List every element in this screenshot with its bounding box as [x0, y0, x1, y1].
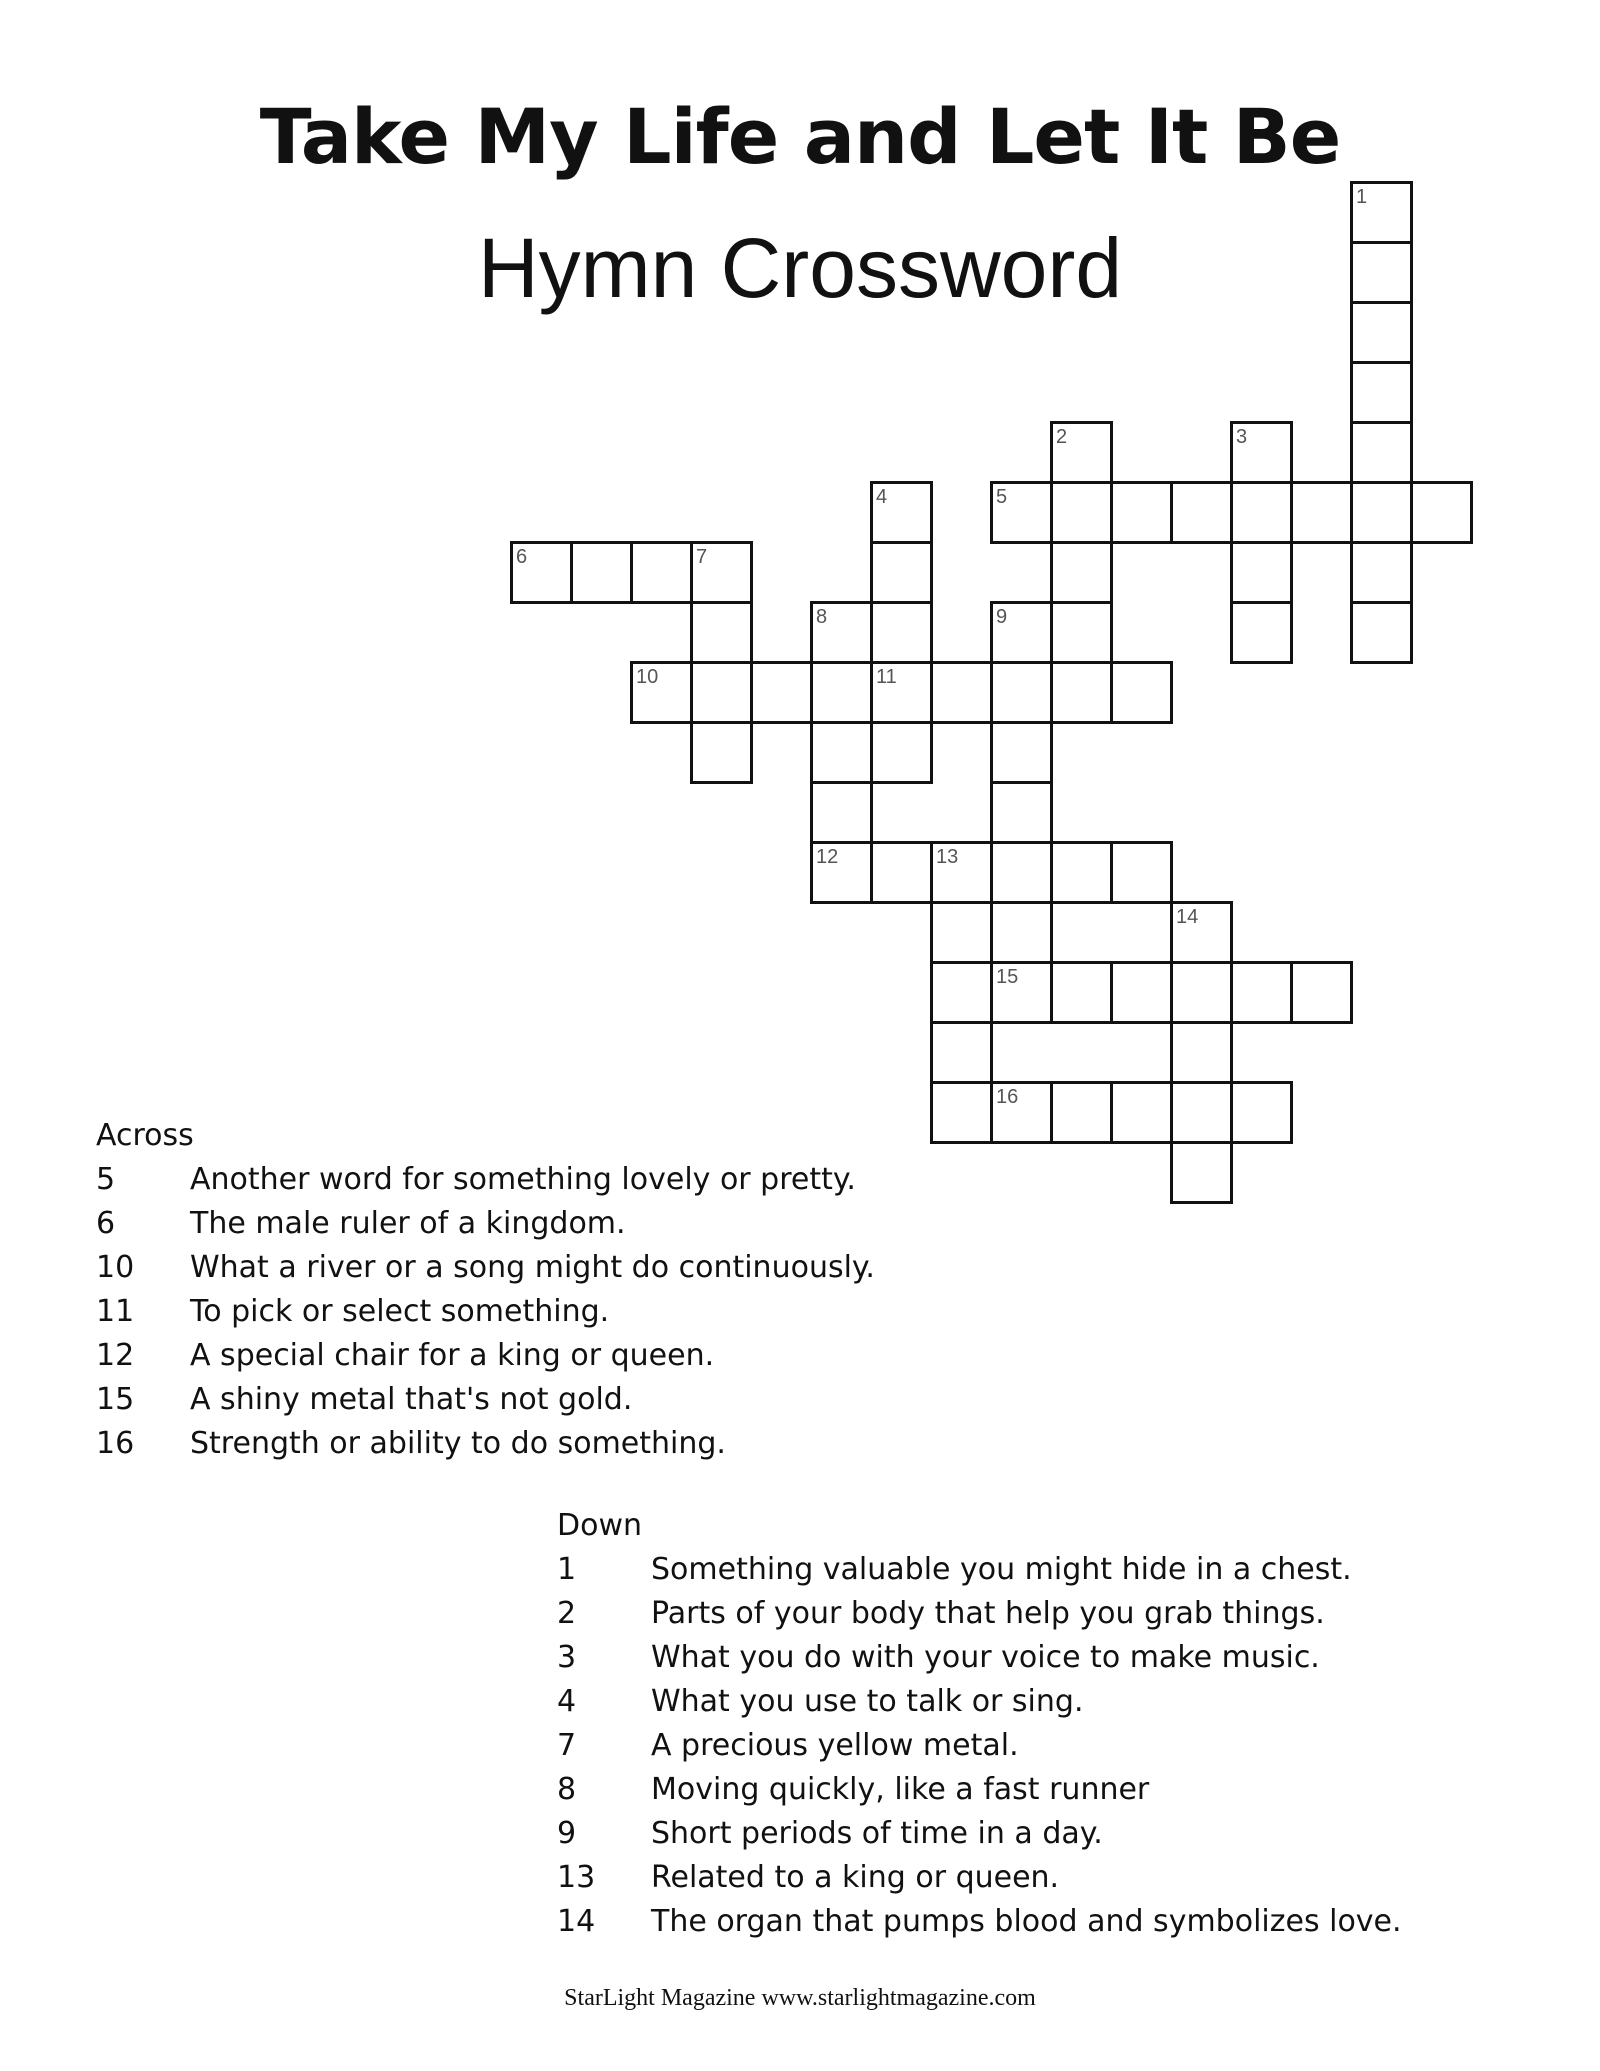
clue-text: To pick or select something. — [190, 1294, 610, 1329]
clue-number: 15 — [996, 966, 1019, 988]
clue-number: 15 — [96, 1382, 135, 1417]
clue-row — [557, 1548, 1402, 1592]
clue-number: 11 — [876, 666, 897, 688]
grid-cell[interactable] — [990, 1081, 1053, 1144]
down-heading: Down — [557, 1508, 643, 1543]
clue-text: Something valuable you might hide in a chest. — [651, 1552, 1352, 1587]
grid-cell[interactable] — [1170, 961, 1233, 1024]
grid-cell[interactable] — [630, 661, 693, 724]
clue-row — [557, 1636, 1402, 1680]
clue-number: 4 — [876, 486, 888, 508]
clue-text: What a river or a song might do continuously. — [190, 1250, 875, 1285]
grid-cell[interactable] — [1110, 841, 1173, 904]
grid-cell[interactable] — [930, 961, 993, 1024]
clue-text: Another word for something lovely or pretty. — [190, 1162, 856, 1197]
clue-text: A precious yellow metal. — [651, 1728, 1019, 1763]
clue-number: 10 — [636, 666, 659, 688]
clue-row — [96, 1422, 875, 1466]
grid-cell[interactable] — [1230, 601, 1293, 664]
grid-cell[interactable] — [690, 541, 753, 604]
clue-number: 16 — [996, 1086, 1019, 1108]
clue-number: 14 — [557, 1904, 596, 1939]
grid-cell[interactable] — [1050, 601, 1113, 664]
grid-cell[interactable] — [1290, 961, 1353, 1024]
clue-number: 6 — [96, 1206, 116, 1241]
grid-cell[interactable] — [1350, 241, 1413, 304]
clue-number: 3 — [557, 1640, 577, 1675]
grid-cell[interactable] — [570, 541, 633, 604]
grid-cell[interactable] — [990, 901, 1053, 964]
grid-cell[interactable] — [810, 661, 873, 724]
grid-cell[interactable] — [1170, 1021, 1233, 1084]
grid-cell[interactable] — [870, 661, 933, 724]
across-clue-list — [96, 1158, 875, 1466]
grid-cell[interactable] — [1110, 961, 1173, 1024]
grid-cell[interactable] — [930, 1021, 993, 1084]
clue-text: Short periods of time in a day. — [651, 1816, 1103, 1851]
clue-number: 2 — [1056, 426, 1068, 448]
page-title: Take My Life and Let It Be — [259, 92, 1341, 181]
grid-cell[interactable] — [1050, 661, 1113, 724]
clue-text: A special chair for a king or queen. — [190, 1338, 715, 1373]
grid-cell[interactable] — [690, 601, 753, 664]
clue-number: 6 — [516, 546, 528, 568]
clue-row — [96, 1290, 875, 1334]
grid-cell[interactable] — [1350, 481, 1413, 544]
clue-number: 13 — [557, 1860, 596, 1895]
clue-number: 4 — [557, 1684, 577, 1719]
grid-cell[interactable] — [1050, 481, 1113, 544]
grid-cell[interactable] — [810, 781, 873, 844]
across-clues — [96, 1114, 875, 1466]
grid-cell[interactable] — [870, 481, 933, 544]
clue-row — [557, 1592, 1402, 1636]
grid-cell[interactable] — [1290, 481, 1353, 544]
clue-text: Strength or ability to do something. — [190, 1426, 726, 1461]
grid-cell[interactable] — [1050, 421, 1113, 484]
grid-cell[interactable] — [1230, 961, 1293, 1024]
clue-text: Related to a king or queen. — [651, 1860, 1060, 1895]
grid-cell[interactable] — [870, 601, 933, 664]
clue-text: Moving quickly, like a fast runner — [651, 1772, 1150, 1807]
grid-cell[interactable] — [1410, 481, 1473, 544]
grid-cell[interactable] — [870, 841, 933, 904]
grid-cell[interactable] — [1350, 361, 1413, 424]
grid-cell[interactable] — [1170, 481, 1233, 544]
grid-cell[interactable] — [1350, 421, 1413, 484]
grid-cell[interactable] — [990, 781, 1053, 844]
grid-cell[interactable] — [690, 661, 753, 724]
grid-cell[interactable] — [990, 721, 1053, 784]
clue-text: What you do with your voice to make music. — [651, 1640, 1320, 1675]
clue-number: 12 — [96, 1338, 135, 1373]
grid-cell[interactable] — [870, 541, 933, 604]
grid-cell[interactable] — [990, 661, 1053, 724]
down-clues — [557, 1504, 1402, 1944]
grid-cell[interactable] — [1110, 1081, 1173, 1144]
clue-number: 5 — [96, 1162, 116, 1197]
grid-cell[interactable] — [930, 901, 993, 964]
grid-cell[interactable] — [1350, 181, 1413, 244]
grid-cell[interactable] — [1230, 541, 1293, 604]
grid-cell[interactable] — [510, 541, 573, 604]
clue-number: 7 — [557, 1728, 577, 1763]
clue-number: 8 — [816, 606, 828, 628]
grid-cell[interactable] — [1170, 1141, 1233, 1204]
grid-cell[interactable] — [1230, 1081, 1293, 1144]
clue-number: 8 — [557, 1772, 577, 1807]
grid-cell[interactable] — [990, 481, 1053, 544]
clue-text: The organ that pumps blood and symbolizes love. — [651, 1904, 1402, 1939]
clue-text: The male ruler of a kingdom. — [190, 1206, 626, 1241]
clue-row — [96, 1246, 875, 1290]
clue-number: 1 — [1356, 186, 1368, 208]
grid-cell[interactable] — [810, 841, 873, 904]
grid-cell[interactable] — [1230, 481, 1293, 544]
grid-cell[interactable] — [1050, 541, 1113, 604]
clue-row — [96, 1202, 875, 1246]
clue-row — [557, 1768, 1402, 1812]
grid-cell[interactable] — [1110, 661, 1173, 724]
grid-cell[interactable] — [1110, 481, 1173, 544]
clue-number: 1 — [557, 1552, 577, 1587]
clue-text: What you use to talk or sing. — [651, 1684, 1084, 1719]
grid-cell[interactable] — [990, 841, 1053, 904]
grid-cell[interactable] — [930, 661, 993, 724]
clue-number: 14 — [1176, 906, 1199, 928]
grid-cell[interactable] — [930, 841, 993, 904]
grid-cell[interactable] — [630, 541, 693, 604]
grid-cell[interactable] — [990, 601, 1053, 664]
grid-cell[interactable] — [1350, 301, 1413, 364]
clue-row — [557, 1812, 1402, 1856]
grid-cell[interactable] — [1350, 541, 1413, 604]
clue-number: 9 — [557, 1816, 577, 1851]
clue-row — [96, 1158, 875, 1202]
clue-number: 2 — [557, 1596, 577, 1631]
clue-number: 11 — [96, 1294, 135, 1329]
across-heading: Across — [96, 1118, 194, 1153]
page-subtitle: Hymn Crossword — [477, 221, 1123, 315]
clue-number: 12 — [816, 846, 839, 868]
clue-number: 5 — [996, 486, 1008, 508]
clue-number: 3 — [1236, 426, 1248, 448]
grid-cell[interactable] — [1230, 421, 1293, 484]
clue-number: 16 — [96, 1426, 135, 1461]
grid-cell[interactable] — [1050, 841, 1113, 904]
grid-cell[interactable] — [810, 721, 873, 784]
clue-row — [557, 1856, 1402, 1900]
clue-text: Parts of your body that help you grab things. — [651, 1596, 1325, 1631]
clue-number: 9 — [996, 606, 1008, 628]
clue-row — [96, 1334, 875, 1378]
clue-row — [96, 1378, 875, 1422]
grid-cell[interactable] — [930, 1081, 993, 1144]
clue-number: 13 — [936, 846, 959, 868]
clue-row — [557, 1680, 1402, 1724]
grid-cell[interactable] — [690, 721, 753, 784]
grid-cell[interactable] — [1170, 901, 1233, 964]
grid-cell[interactable] — [750, 661, 813, 724]
clue-text: A shiny metal that's not gold. — [190, 1382, 633, 1417]
grid-cell[interactable] — [1170, 1081, 1233, 1144]
down-clue-list — [557, 1548, 1402, 1944]
grid-cell[interactable] — [870, 721, 933, 784]
grid-cell[interactable] — [990, 961, 1053, 1024]
clue-row — [557, 1724, 1402, 1768]
grid-cell[interactable] — [1050, 961, 1113, 1024]
clue-row — [557, 1900, 1402, 1944]
grid-cell[interactable] — [1350, 601, 1413, 664]
grid-cell[interactable] — [1050, 1081, 1113, 1144]
clue-number: 7 — [696, 546, 708, 568]
footer-credit: StarLight Magazine www.starlightmagazine.com — [564, 1985, 1036, 2011]
grid-cell[interactable] — [810, 601, 873, 664]
clue-number: 10 — [96, 1250, 135, 1285]
